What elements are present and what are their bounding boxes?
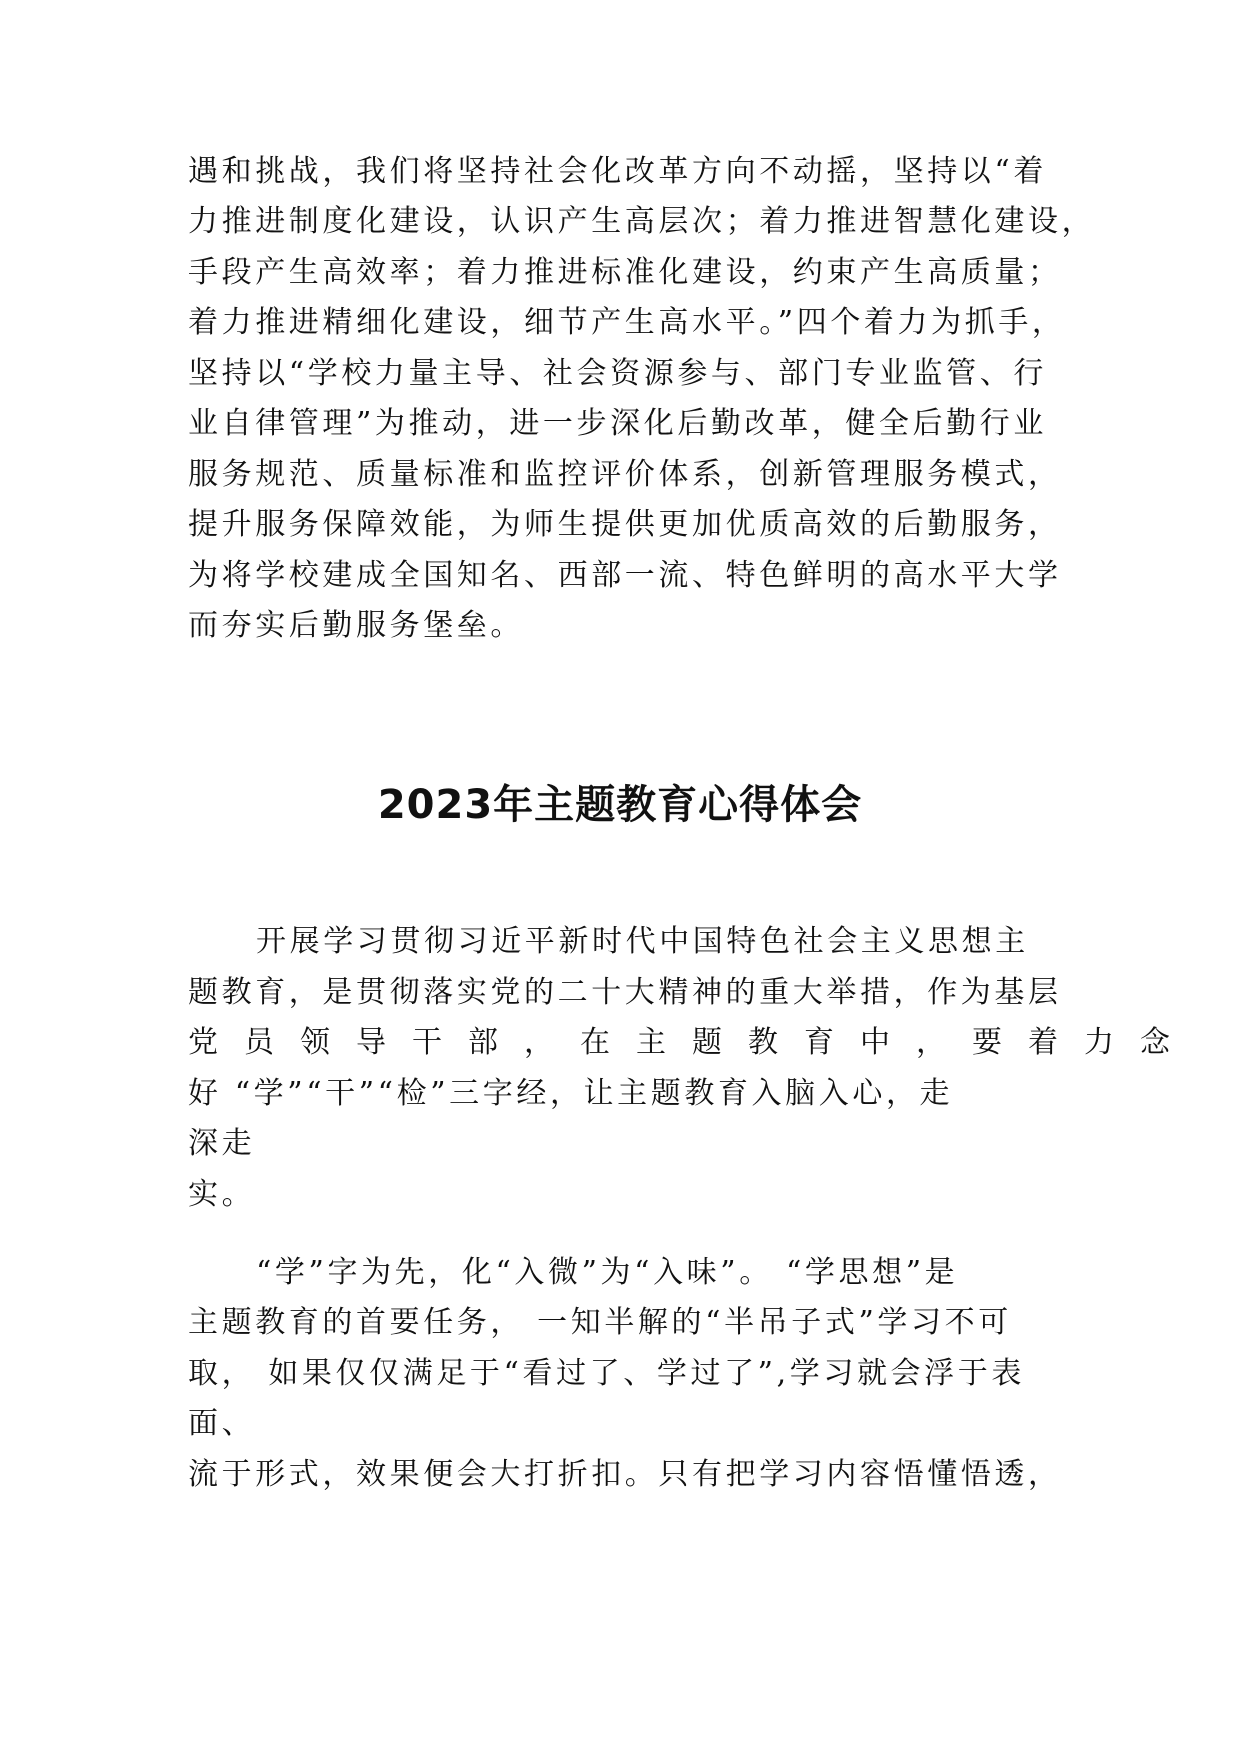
article-title: 2023年主题教育心得体会 bbox=[377, 782, 863, 828]
paragraph-1-line: 党员领导干部，在主题教育中，要着力念 bbox=[188, 1025, 1196, 1060]
intro-line: 业自律管理”为推动，进一步深化后勤改革，健全后勤行业 bbox=[188, 406, 1047, 441]
paragraph-1-line: 题教育，是贯彻落实党的二十大精神的重大举措，作为基层 bbox=[188, 975, 1062, 1010]
intro-line: 坚持以“学校力量主导、社会资源参与、部门专业监管、行 bbox=[188, 356, 1047, 391]
paragraph-2-line: 取， 如果仅仅满足于“看过了、学过了”,学习就会浮于表 bbox=[188, 1356, 1025, 1391]
paragraph-1-line: 开展学习贯彻习近平新时代中国特色社会主义思想主 bbox=[256, 924, 1029, 959]
intro-line: 为将学校建成全国知名、西部一流、特色鲜明的高水平大学 bbox=[188, 558, 1062, 593]
paragraph-1-line: 深走 bbox=[188, 1126, 256, 1161]
intro-line: 而夯实后勤服务堡垒。 bbox=[188, 608, 524, 643]
intro-line: 着力推进精细化建设，细节产生高水平。”四个着力为抓手， bbox=[188, 305, 1066, 340]
intro-line: 遇和挑战，我们将坚持社会化改革方向不动摇，坚持以“着 bbox=[188, 154, 1047, 189]
paragraph-1-line: 实。 bbox=[188, 1177, 256, 1212]
intro-line: 提升服务保障效能，为师生提供更加优质高效的后勤服务， bbox=[188, 507, 1062, 542]
intro-line: 手段产生高效率；着力推进标准化建设，约束产生高质量； bbox=[188, 255, 1062, 290]
paragraph-2-line: 流于形式，效果便会大打折扣。只有把学习内容悟懂悟透， bbox=[188, 1457, 1062, 1492]
intro-line: 服务规范、质量标准和监控评价体系，创新管理服务模式， bbox=[188, 457, 1062, 492]
paragraph-1-line: 好 “学”“干”“检”三字经，让主题教育入脑入心，走 bbox=[188, 1076, 954, 1111]
paragraph-2-line: “学”字为先，化“入微”为“入味”。 “学思想”是 bbox=[256, 1255, 959, 1290]
paragraph-2-line: 主题教育的首要任务， 一知半解的“半吊子式”学习不可 bbox=[188, 1305, 1012, 1340]
intro-line: 力推进制度化建设，认识产生高层次；着力推进智慧化建设， bbox=[188, 204, 1096, 239]
paragraph-2-line: 面、 bbox=[188, 1406, 256, 1441]
